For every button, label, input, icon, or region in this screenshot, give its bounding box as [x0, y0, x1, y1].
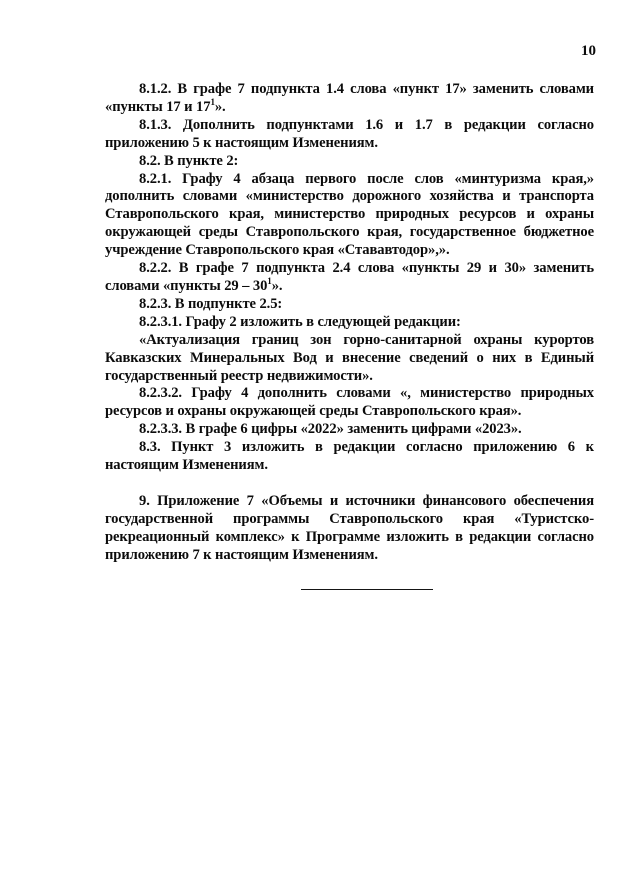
page-number: 10 [581, 43, 596, 59]
paragraph: 9. Приложение 7 «Объемы и источники финансового обеспечения государственной программы Ставропольского края «Туристско-рекреационный комплекс» к Программе изложить в редакции согласно приложению 7 к настоящим Изменениям. [105, 492, 594, 563]
paragraph: 8.1.2. В графе 7 подпункта 1.4 слова «пункт 17» заменить словами «пункты 17 и $17^1$». [105, 81, 594, 115]
document-body [105, 81, 594, 565]
paragraph: 8.2. В пункте 2: [139, 152, 239, 169]
paragraph: 8.2.3.3. В графе 6 цифры «2022» заменить цифрами «2023». [139, 421, 522, 438]
paragraph: 8.2.3.2. Графу 4 дополнить словами «, министерство природных ресурсов и охраны окружающей среды Ставропольского края». [105, 385, 594, 420]
end-divider-line [301, 589, 433, 590]
paragraph: 8.1.3. Дополнить подпунктами 1.6 и 1.7 в редакции согласно приложению 5 к настоящим Изменениям. [105, 116, 594, 151]
paragraph: «Актуализация границ зон горно-санитарной охраны курортов Кавказских Минеральных Вод и внесение сведений о них в Единый государственный реестр недвижимости». [105, 331, 594, 384]
paragraph: 8.2.3. В подпункте 2.5: [139, 295, 283, 312]
paragraph: 8.3. Пункт 3 изложить в редакции согласно приложению 6 к настоящим Изменениям. [105, 439, 594, 474]
paragraph: 8.2.1. Графу 4 абзаца первого после слов «минтуризма края,» дополнить словами «министерство дорожного хозяйства и транспорта Ставропольского края, министерство природных ресурсов и охраны окружающей среды Ставропольского края, государственное бюджетное учреждение Ставропольского края «Стававтодор»,». [105, 170, 594, 259]
paragraph: 8.2.3.1. Графу 2 изложить в следующей редакции: [139, 313, 461, 330]
paragraph: 8.2.2. В графе 7 подпункта 2.4 слова «пункты 29 и 30» заменить словами «пункты $29 - 30^1$». [105, 260, 594, 294]
